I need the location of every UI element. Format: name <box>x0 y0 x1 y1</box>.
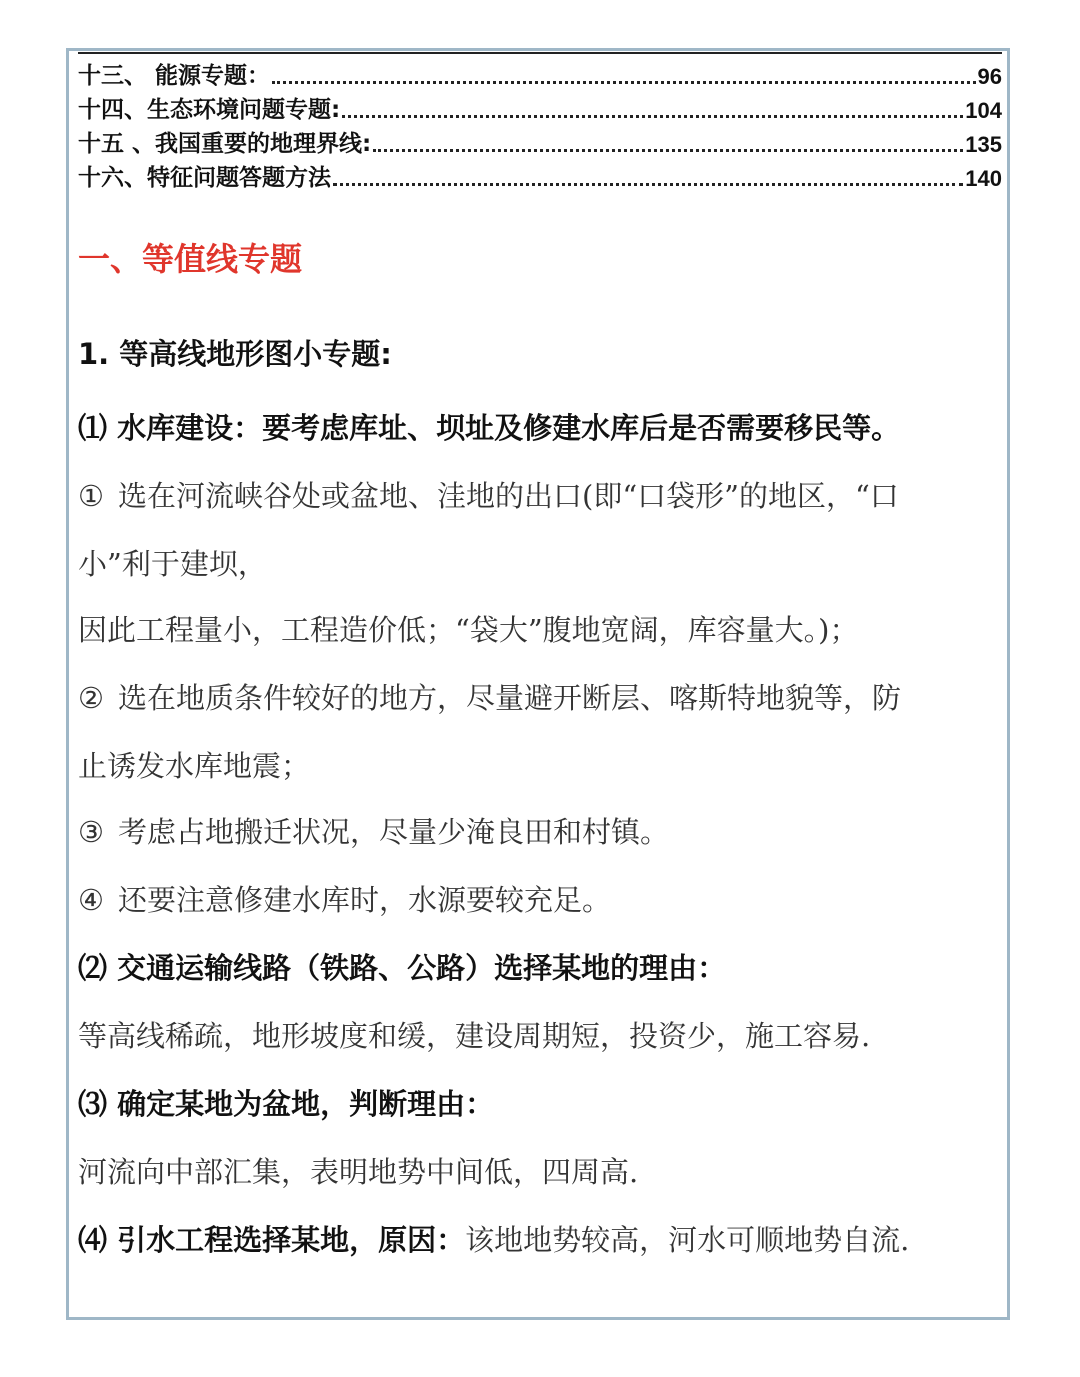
toc-entry-label: 十四、生态环境问题专题: <box>78 97 341 123</box>
toc-top-rule <box>78 52 1002 54</box>
item-4-body: 该地地势较高，河水可顺地势自流. <box>465 1223 910 1257</box>
point-marker: ④ <box>78 883 104 917</box>
toc-leader-dots <box>373 148 963 152</box>
toc-entry[interactable] <box>78 56 1002 90</box>
paragraph-text: 止诱发水库地震； <box>78 749 311 783</box>
paragraph-text: 选在河流峡谷处或盆地、洼地的出口(即“口袋形”的地区，“口 <box>118 479 899 513</box>
toc-entry-page: 104 <box>965 98 1002 123</box>
paragraph-text: 小”利于建坝， <box>78 547 267 581</box>
toc-entry-label: 十三、 能源专题： <box>78 63 271 89</box>
table-of-contents <box>78 56 1002 192</box>
item-3-heading: ⑶ 确定某地为盆地，判断理由： <box>78 1087 495 1121</box>
item-2-body: 等高线稀疏，地形坡度和缓，建设周期短，投资少，施工容易. <box>78 1019 871 1053</box>
toc-entry-page: 96 <box>977 64 1002 89</box>
item-1-point-3 <box>78 810 669 851</box>
item-2-heading: ⑵ 交通运输线路（铁路、公路）选择某地的理由： <box>78 951 727 985</box>
toc-entry-label: 十六、特征问题答题方法 <box>78 165 331 191</box>
toc-entry-page: 140 <box>965 166 1002 191</box>
point-marker: ① <box>78 479 104 513</box>
paragraph-text: 选在地质条件较好的地方，尽量避开断层、喀斯特地貌等，防 <box>118 681 902 715</box>
item-3-body: 河流向中部汇集，表明地势中间低，四周高. <box>78 1155 639 1189</box>
toc-leader-dots <box>272 80 976 84</box>
toc-entry[interactable] <box>78 90 1002 124</box>
subsection-title: 1. 等高线地形图小专题: <box>78 337 392 371</box>
point-marker: ② <box>78 681 104 715</box>
toc-entry[interactable] <box>78 124 1002 158</box>
item-1-point-1 <box>78 474 899 515</box>
item-1-point-4 <box>78 878 611 919</box>
paragraph-text: 考虑占地搬迁状况，尽量少淹良田和村镇。 <box>118 815 670 849</box>
toc-leader-dots <box>342 114 963 118</box>
toc-entry[interactable] <box>78 158 1002 192</box>
paragraph-text: 因此工程量小，工程造价低；“袋大”腹地宽阔，库容量大。)； <box>78 613 859 647</box>
item-1-heading: ⑴ 水库建设：要考虑库址、坝址及修建水库后是否需要移民等。 <box>78 411 901 445</box>
toc-leader-dots <box>333 182 963 186</box>
item-1-point-2 <box>78 676 901 717</box>
section-title: 一、等值线专题 <box>78 240 303 278</box>
toc-entry-page: 135 <box>965 132 1002 157</box>
point-marker: ③ <box>78 815 104 849</box>
item-4-line <box>78 1218 909 1259</box>
item-4-heading: ⑷ 引水工程选择某地，原因： <box>78 1223 466 1257</box>
paragraph-text: 还要注意修建水库时，水源要较充足。 <box>118 883 612 917</box>
toc-entry-label: 十五 、我国重要的地理界线: <box>78 131 372 157</box>
